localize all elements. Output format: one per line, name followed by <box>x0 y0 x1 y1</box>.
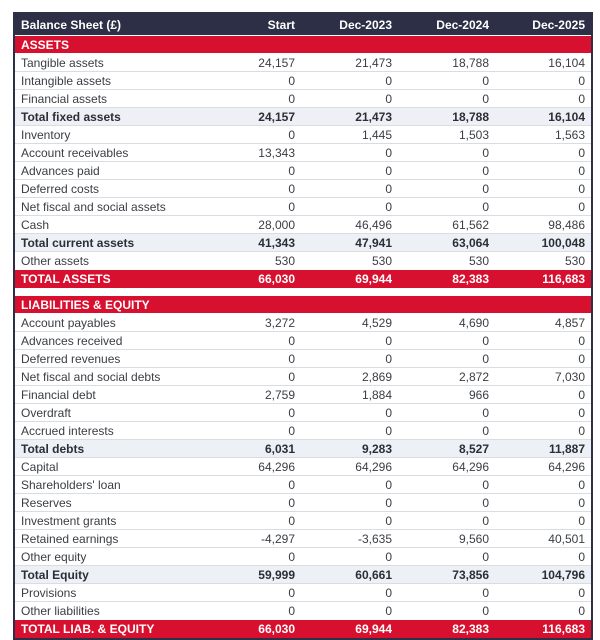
row-label: Financial debt <box>14 386 204 404</box>
row-value: 0 <box>204 72 301 90</box>
row-value: 11,887 <box>495 440 592 458</box>
row-value: 0 <box>301 180 398 198</box>
row-value: 64,296 <box>495 458 592 476</box>
table-row <box>14 584 592 602</box>
row-value: 69,944 <box>301 620 398 640</box>
row-value: 2,872 <box>398 368 495 386</box>
row-value: 21,473 <box>301 54 398 72</box>
row-value: 0 <box>398 162 495 180</box>
row-value: 0 <box>301 404 398 422</box>
row-value: 66,030 <box>204 620 301 640</box>
table-row <box>14 126 592 144</box>
row-value: 116,683 <box>495 270 592 289</box>
row-value: 0 <box>398 90 495 108</box>
row-value: 0 <box>398 494 495 512</box>
table-row <box>14 216 592 234</box>
row-value: 0 <box>495 386 592 404</box>
row-value: 0 <box>301 72 398 90</box>
row-value: 61,562 <box>398 216 495 234</box>
table-row <box>14 530 592 548</box>
row-value: 0 <box>204 162 301 180</box>
table-row <box>14 180 592 198</box>
row-value: -3,635 <box>301 530 398 548</box>
table-row <box>14 144 592 162</box>
row-value: 0 <box>495 584 592 602</box>
row-value: 0 <box>204 602 301 620</box>
row-value: 24,157 <box>204 54 301 72</box>
row-label: Cash <box>14 216 204 234</box>
row-value: 0 <box>301 584 398 602</box>
row-value: 73,856 <box>398 566 495 584</box>
row-value: 3,272 <box>204 314 301 332</box>
row-value: 0 <box>398 144 495 162</box>
row-label: Capital <box>14 458 204 476</box>
row-value: 16,104 <box>495 54 592 72</box>
row-label: Deferred revenues <box>14 350 204 368</box>
row-value: 0 <box>495 494 592 512</box>
table-row <box>14 620 592 640</box>
row-label: Financial assets <box>14 90 204 108</box>
row-label: Advances received <box>14 332 204 350</box>
row-value: 0 <box>301 602 398 620</box>
row-label: Net fiscal and social assets <box>14 198 204 216</box>
row-label: Reserves <box>14 494 204 512</box>
table-row <box>14 368 592 386</box>
row-value: 41,343 <box>204 234 301 252</box>
column-header-start: Start <box>204 13 301 36</box>
row-value: 63,064 <box>398 234 495 252</box>
row-value: 69,944 <box>301 270 398 289</box>
row-value: 1,563 <box>495 126 592 144</box>
table-row <box>14 270 592 289</box>
row-value: 0 <box>495 162 592 180</box>
row-value: 0 <box>398 548 495 566</box>
row-value: 1,503 <box>398 126 495 144</box>
row-value: 9,283 <box>301 440 398 458</box>
row-value: 530 <box>301 252 398 270</box>
row-value: 18,788 <box>398 108 495 126</box>
column-header-dec-2025: Dec-2025 <box>495 13 592 36</box>
table-row <box>14 422 592 440</box>
row-label: Account payables <box>14 314 204 332</box>
section-header-row <box>14 36 592 54</box>
row-value: 0 <box>398 350 495 368</box>
table-row <box>14 234 592 252</box>
row-label: Total debts <box>14 440 204 458</box>
row-value: 0 <box>495 72 592 90</box>
row-label: Total fixed assets <box>14 108 204 126</box>
row-value: 0 <box>495 512 592 530</box>
table-row <box>14 512 592 530</box>
row-value: 0 <box>204 350 301 368</box>
table-row <box>14 314 592 332</box>
row-value: 0 <box>204 584 301 602</box>
row-value: 0 <box>204 422 301 440</box>
row-value: 2,869 <box>301 368 398 386</box>
row-value: 0 <box>398 198 495 216</box>
row-value: 9,560 <box>398 530 495 548</box>
row-value: 0 <box>398 602 495 620</box>
row-value: 40,501 <box>495 530 592 548</box>
row-label: Other equity <box>14 548 204 566</box>
row-value: 21,473 <box>301 108 398 126</box>
row-label: TOTAL LIAB. & EQUITY <box>14 620 204 640</box>
row-value: 116,683 <box>495 620 592 640</box>
balance-sheet-body <box>14 36 592 640</box>
row-value: 0 <box>204 494 301 512</box>
row-value: 530 <box>495 252 592 270</box>
row-value: 0 <box>204 512 301 530</box>
row-value: 0 <box>398 584 495 602</box>
row-label: Deferred costs <box>14 180 204 198</box>
row-value: 2,759 <box>204 386 301 404</box>
row-value: 0 <box>301 198 398 216</box>
row-value: 0 <box>204 404 301 422</box>
row-value: 0 <box>204 180 301 198</box>
row-value: 530 <box>398 252 495 270</box>
row-value: 0 <box>301 332 398 350</box>
row-value: 0 <box>495 548 592 566</box>
row-value: 59,999 <box>204 566 301 584</box>
row-label: Account receivables <box>14 144 204 162</box>
row-label: Net fiscal and social debts <box>14 368 204 386</box>
table-row <box>14 162 592 180</box>
table-row <box>14 404 592 422</box>
table-row <box>14 350 592 368</box>
row-value: 0 <box>398 72 495 90</box>
table-row <box>14 332 592 350</box>
row-value: 0 <box>495 144 592 162</box>
row-value: 0 <box>495 332 592 350</box>
row-value: 966 <box>398 386 495 404</box>
table-row <box>14 458 592 476</box>
row-value: 0 <box>398 512 495 530</box>
row-value: 60,661 <box>301 566 398 584</box>
row-label: Inventory <box>14 126 204 144</box>
row-value: 0 <box>301 494 398 512</box>
table-row <box>14 494 592 512</box>
row-label: Retained earnings <box>14 530 204 548</box>
table-row <box>14 252 592 270</box>
row-value: 0 <box>204 90 301 108</box>
row-value: 0 <box>301 512 398 530</box>
row-value: 0 <box>301 90 398 108</box>
table-row <box>14 108 592 126</box>
row-label: Provisions <box>14 584 204 602</box>
section-title: ASSETS <box>14 36 592 54</box>
row-value: 0 <box>495 90 592 108</box>
row-value: 13,343 <box>204 144 301 162</box>
row-value: 1,445 <box>301 126 398 144</box>
row-value: 64,296 <box>204 458 301 476</box>
row-value: 0 <box>495 602 592 620</box>
row-label: Tangible assets <box>14 54 204 72</box>
row-value: 0 <box>204 332 301 350</box>
row-value: 0 <box>204 548 301 566</box>
row-value: 0 <box>495 422 592 440</box>
row-value: 4,690 <box>398 314 495 332</box>
table-header-row <box>14 13 592 36</box>
row-label: Intangible assets <box>14 72 204 90</box>
section-gap-row <box>14 288 592 296</box>
row-value: 4,857 <box>495 314 592 332</box>
row-value: 0 <box>301 476 398 494</box>
row-value: 18,788 <box>398 54 495 72</box>
balance-sheet-table <box>13 12 593 640</box>
row-value: 0 <box>398 422 495 440</box>
row-value: -4,297 <box>204 530 301 548</box>
table-row <box>14 476 592 494</box>
row-value: 4,529 <box>301 314 398 332</box>
table-row <box>14 440 592 458</box>
balance-sheet-report <box>13 12 593 640</box>
row-value: 0 <box>301 422 398 440</box>
row-value: 16,104 <box>495 108 592 126</box>
row-value: 0 <box>495 180 592 198</box>
row-label: TOTAL ASSETS <box>14 270 204 289</box>
row-value: 98,486 <box>495 216 592 234</box>
column-header-dec-2023: Dec-2023 <box>301 13 398 36</box>
row-label: Investment grants <box>14 512 204 530</box>
row-value: 66,030 <box>204 270 301 289</box>
table-row <box>14 54 592 72</box>
row-value: 0 <box>301 162 398 180</box>
row-value: 0 <box>398 404 495 422</box>
row-value: 0 <box>204 368 301 386</box>
row-label: Accrued interests <box>14 422 204 440</box>
section-header-row <box>14 296 592 314</box>
table-row <box>14 566 592 584</box>
row-value: 24,157 <box>204 108 301 126</box>
row-label: Shareholders' loan <box>14 476 204 494</box>
table-row <box>14 386 592 404</box>
row-value: 64,296 <box>301 458 398 476</box>
row-value: 530 <box>204 252 301 270</box>
row-value: 6,031 <box>204 440 301 458</box>
row-value: 0 <box>495 476 592 494</box>
row-label: Advances paid <box>14 162 204 180</box>
row-label: Other liabilities <box>14 602 204 620</box>
row-value: 100,048 <box>495 234 592 252</box>
row-value: 46,496 <box>301 216 398 234</box>
row-value: 28,000 <box>204 216 301 234</box>
row-label: Total Equity <box>14 566 204 584</box>
section-gap <box>14 288 592 296</box>
table-row <box>14 602 592 620</box>
table-row <box>14 72 592 90</box>
row-value: 0 <box>495 404 592 422</box>
row-value: 0 <box>204 476 301 494</box>
column-header-dec-2024: Dec-2024 <box>398 13 495 36</box>
row-value: 0 <box>301 350 398 368</box>
row-value: 7,030 <box>495 368 592 386</box>
row-label: Total current assets <box>14 234 204 252</box>
row-value: 0 <box>204 126 301 144</box>
row-label: Other assets <box>14 252 204 270</box>
row-value: 0 <box>495 198 592 216</box>
section-title: LIABILITIES & EQUITY <box>14 296 592 314</box>
table-row <box>14 90 592 108</box>
row-value: 1,884 <box>301 386 398 404</box>
row-value: 0 <box>398 180 495 198</box>
row-value: 104,796 <box>495 566 592 584</box>
table-row <box>14 198 592 216</box>
row-value: 64,296 <box>398 458 495 476</box>
row-value: 0 <box>301 548 398 566</box>
row-value: 82,383 <box>398 620 495 640</box>
row-value: 0 <box>301 144 398 162</box>
table-row <box>14 548 592 566</box>
row-value: 82,383 <box>398 270 495 289</box>
row-value: 0 <box>495 350 592 368</box>
row-value: 0 <box>398 332 495 350</box>
row-value: 47,941 <box>301 234 398 252</box>
row-value: 0 <box>398 476 495 494</box>
row-label: Overdraft <box>14 404 204 422</box>
row-value: 8,527 <box>398 440 495 458</box>
row-value: 0 <box>204 198 301 216</box>
table-title: Balance Sheet (£) <box>14 13 204 36</box>
